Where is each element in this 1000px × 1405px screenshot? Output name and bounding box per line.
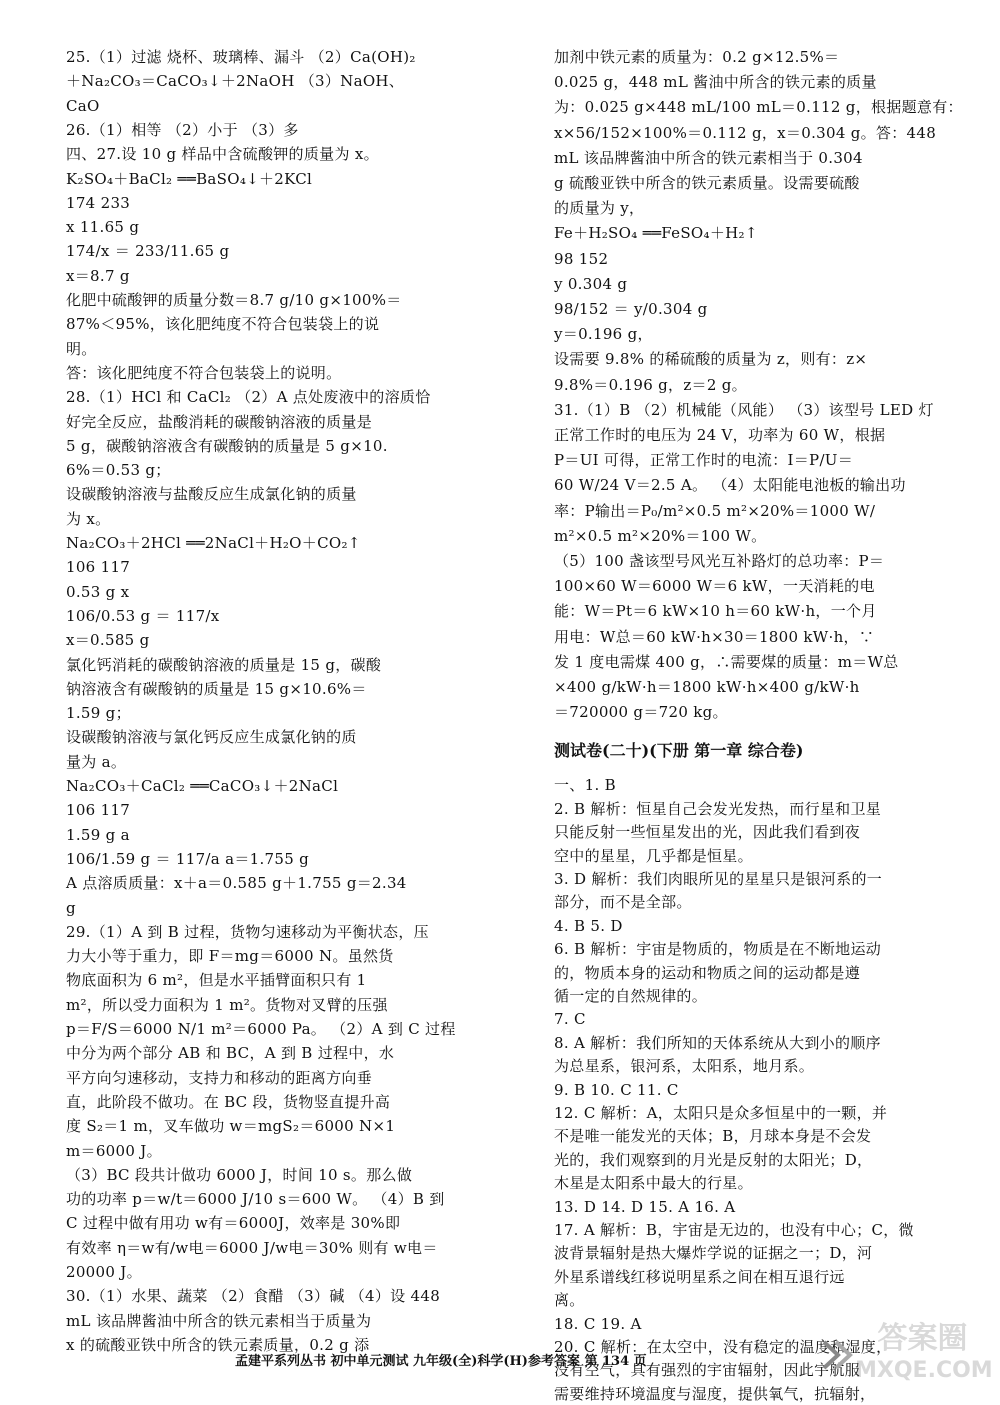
text-line: 9.8%＝0.196 g，z＝2 g。 xyxy=(554,376,747,394)
text-line: 平方向匀速移动，支持力和移动的距离方向垂 xyxy=(66,1069,373,1087)
answer-line: 波背景辐射是热大爆炸学说的证据之一；D，河 xyxy=(554,1244,873,1262)
text-line: 用电：W总＝60 kW·h×30＝1800 kW·h，∵ xyxy=(554,628,875,646)
text-line: 中分为两个部分 AB 和 BC，A 到 B 过程中，水 xyxy=(66,1044,395,1062)
page-footer: 孟建平系列丛书 初中单元测试 九年级(全)科学(H)参考答案 第 134 页 xyxy=(235,1354,647,1369)
answer-line: 需要维持环境温度与湿度，提供氧气，抗辐射， xyxy=(554,1385,876,1403)
answer-line: 13. D 14. D 15. A 16. A xyxy=(554,1198,736,1216)
text-line: 加剂中铁元素的质量为：0.2 g×12.5%＝ xyxy=(554,48,840,66)
text-line: m＝6000 J。 xyxy=(66,1142,162,1160)
answer-line: 20. C 解析：在太空中，没有稳定的温度和湿度， xyxy=(554,1338,892,1356)
text-line: 设需要 9.8% 的稀硫酸的质量为 z，则有：z× xyxy=(554,350,868,368)
answer-line: 7. C xyxy=(554,1010,586,1028)
text-line: 的质量为 y， xyxy=(554,199,645,217)
answer-line: 一、1. B xyxy=(554,776,616,794)
text-line: 60 W/24 V＝2.5 A。 （4）太阳能电池板的输出功 xyxy=(554,476,906,494)
text-line: 0.53 g x xyxy=(66,583,130,601)
text-line: ×400 g/kW·h＝1800 kW·h×400 g/kW·h xyxy=(554,678,860,696)
answer-line: 3. D 解析：我们肉眼所见的星星只是银河系的一 xyxy=(554,870,883,888)
answer-line: 为总星系，银河系，太阳系，地月系。 xyxy=(554,1057,815,1075)
text-line: x 的硫酸亚铁中所含的铁元素质量，0.2 g 添 xyxy=(66,1336,370,1354)
text-line: 87%＜95%，该化肥纯度不符合包装袋上的说 xyxy=(66,315,380,333)
text-line: 20000 J。 xyxy=(66,1263,142,1281)
text-line: 30.（1）水果、蔬菜 （2）食醋 （3）碱 （4）设 448 xyxy=(66,1287,441,1305)
text-line: P＝UI 可得，正常工作时的电流：I＝P/U＝ xyxy=(554,451,854,469)
text-line: 钠溶液含有碳酸钠的质量是 15 g×10.6%＝ xyxy=(66,680,367,698)
text-line: 31.（1）B （2）机械能（风能） （3）该型号 LED 灯 xyxy=(554,401,934,419)
answer-line: 12. C 解析：A，太阳只是众多恒星中的一颗，并 xyxy=(554,1104,888,1122)
text-line: 98 152 xyxy=(554,250,609,268)
text-line: ＋Na₂CO₃＝CaCO₃↓＋2NaOH （3）NaOH、 xyxy=(66,72,405,90)
text-line: 1.59 g a xyxy=(66,826,130,844)
answer-line: 只能反射一些恒星发出的光，因此我们看到夜 xyxy=(554,823,861,841)
text-line: CaO xyxy=(66,97,100,115)
text-line: 率：P输出＝P₀/m²×0.5 m²×20%＝1000 W/ xyxy=(554,502,876,520)
answer-line: 循一定的自然规律的。 xyxy=(554,987,708,1005)
text-line: ＝720000 g＝720 kg。 xyxy=(554,703,728,721)
text-line: 174/x ＝ 233/11.65 g xyxy=(66,242,230,260)
text-line: g 硫酸亚铁中所含的铁元素质量。设需要硫酸 xyxy=(554,174,860,192)
text-line: 106/0.53 g ＝ 117/x xyxy=(66,607,220,625)
answer-line: 6. B 解析：宇宙是物质的，物质是在不断地运动 xyxy=(554,940,882,958)
text-line: Na₂CO₃＋2HCl ══2NaCl＋H₂O＋CO₂↑ xyxy=(66,534,361,552)
text-line: y＝0.196 g， xyxy=(554,325,653,343)
answer-line: 2. B 解析：恒星自己会发光发热，而行星和卫星 xyxy=(554,800,882,818)
text-line: 正常工作时的电压为 24 V，功率为 60 W，根据 xyxy=(554,426,886,444)
answer-line: 外星系谱线红移说明星系之间在相互退行远 xyxy=(554,1268,845,1286)
text-line: 5 g，碳酸钠溶液含有碳酸钠的质量是 5 g×10. xyxy=(66,437,388,455)
answer-line: 不是唯一能发光的天体；B，月球本身是不会发 xyxy=(554,1127,872,1145)
text-line: 功的功率 p＝w/t＝6000 J/10 s＝600 W。 （4）B 到 xyxy=(66,1190,445,1208)
answer-line: 空中的星星，几乎都是恒星。 xyxy=(554,847,753,865)
text-line: 174 233 xyxy=(66,194,131,212)
text-line: x 11.65 g xyxy=(66,218,140,236)
text-line: g xyxy=(66,899,76,917)
text-line: x＝0.585 g xyxy=(66,631,150,649)
text-line: p＝F/S＝6000 N/1 m²＝6000 Pa。 （2）A 到 C 过程 xyxy=(66,1020,456,1038)
text-line: Fe＋H₂SO₄ ══FeSO₄＋H₂↑ xyxy=(554,224,758,242)
text-line: m²，所以受力面积为 1 m²。货物对叉臂的压强 xyxy=(66,996,388,1014)
text-line: 物底面积为 6 m²，但是水平插臂面积只有 1 xyxy=(66,971,367,989)
text-line: 答：该化肥纯度不符合包装袋上的说明。 xyxy=(66,364,342,382)
text-line: 98/152 ＝ y/0.304 g xyxy=(554,300,708,318)
text-line: 设碳酸钠溶液与氯化钙反应生成氯化钠的质 xyxy=(66,728,357,746)
text-line: 0.025 g，448 mL 酱油中所含的铁元素的质量 xyxy=(554,73,877,91)
text-line: 106 117 xyxy=(66,801,131,819)
text-line: 为 x。 xyxy=(66,510,111,528)
text-line: 明。 xyxy=(66,340,97,358)
text-line: 力大小等于重力，即 F＝mg＝6000 N。虽然货 xyxy=(66,947,394,965)
text-line: （3）BC 段共计做功 6000 J，时间 10 s。那么做 xyxy=(66,1166,413,1184)
answer-line: 4. B 5. D xyxy=(554,917,623,935)
answer-line: 部分，而不是全部。 xyxy=(554,893,692,911)
text-line: m²×0.5 m²×20%＝100 W。 xyxy=(554,527,767,545)
text-line: A 点溶质质量：x＋a＝0.585 g＋1.755 g＝2.34 xyxy=(66,874,407,892)
text-line: 106/1.59 g ＝ 117/a a＝1.755 g xyxy=(66,850,310,868)
text-line: 四、27.设 10 g 样品中含硫酸钾的质量为 x。 xyxy=(66,145,379,163)
text-line: 发 1 度电需煤 400 g，∴需要煤的质量：m＝W总 xyxy=(554,653,899,671)
text-line: 度 S₂＝1 m，叉车做功 w＝mgS₂＝6000 N×1 xyxy=(66,1117,396,1135)
answer-line: 18. C 19. A xyxy=(554,1315,642,1333)
answer-line: 的，物质本身的运动和物质之间的运动都是遵 xyxy=(554,964,861,982)
text-line: Na₂CO₃＋CaCl₂ ══CaCO₃↓＋2NaCl xyxy=(66,777,339,795)
text-line: 29.（1）A 到 B 过程，货物匀速移动为平衡状态，压 xyxy=(66,923,429,941)
text-line: 28.（1）HCl 和 CaCl₂ （2）A 点处废液中的溶质恰 xyxy=(66,388,431,406)
text-line: x＝8.7 g xyxy=(66,267,130,285)
text-line: C 过程中做有用功 w有＝6000J，效率是 30%即 xyxy=(66,1214,401,1232)
text-line: 化肥中硫酸钾的质量分数＝8.7 g/10 g×100%＝ xyxy=(66,291,402,309)
text-line: 25.（1）过滤 烧杯、玻璃棒、漏斗 （2）Ca(OH)₂ xyxy=(66,48,416,66)
text-line: mL 该品牌酱油中所含的铁元素相当于 0.304 xyxy=(554,149,863,167)
text-line: 量为 a。 xyxy=(66,753,127,771)
answer-line: 光的，我们观察到的月光是反射的太阳光；D， xyxy=(554,1151,873,1169)
text-line: 6%＝0.53 g； xyxy=(66,461,171,479)
text-line: （5）100 盏该型号风光互补路灯的总功率：P＝ xyxy=(554,552,885,570)
text-line: 1.59 g； xyxy=(66,704,131,722)
answer-line: 9. B 10. C 11. C xyxy=(554,1081,679,1099)
answer-line: 木星是太阳系中最大的行星。 xyxy=(554,1174,753,1192)
answer-line: 8. A 解析：我们所知的天体系统从大到小的顺序 xyxy=(554,1034,881,1052)
text-line: 直，此阶段不做功。在 BC 段，货物竖直提升高 xyxy=(66,1093,391,1111)
text-line: 106 117 xyxy=(66,558,131,576)
chevron-right-icon xyxy=(818,1338,858,1372)
text-line: 有效率 η＝w有/w电＝6000 J/w电＝30% 则有 w电＝ xyxy=(66,1239,438,1257)
text-line: 能：W＝Pt＝6 kW×10 h＝60 kW·h，一个月 xyxy=(554,602,877,620)
text-line: 26.（1）相等 （2）小于 （3）多 xyxy=(66,121,299,139)
answer-line: 没有空气，具有强烈的宇宙辐射，因此宇航服 xyxy=(554,1361,861,1379)
text-line: mL 该品牌酱油中所含的铁元素相当于质量为 xyxy=(66,1312,372,1330)
text-line: 为：0.025 g×448 mL/100 mL＝0.112 g，根据题意有： xyxy=(554,98,963,116)
text-line: 好完全反应，盐酸消耗的碳酸钠溶液的质量是 xyxy=(66,413,373,431)
text-line: 设碳酸钠溶液与盐酸反应生成氯化钠的质量 xyxy=(66,485,357,503)
text-line: x×56/152×100%＝0.112 g，x＝0.304 g。答：448 xyxy=(554,124,937,142)
answer-line: 17. A 解析：B，宇宙是无边的，也没有中心；C，微 xyxy=(554,1221,914,1239)
section-heading: 测试卷(二十)(下册 第一章 综合卷) xyxy=(554,741,804,760)
text-line: 100×60 W＝6000 W＝6 kW，一天消耗的电 xyxy=(554,577,875,595)
text-line: K₂SO₄＋BaCl₂ ══BaSO₄↓＋2KCl xyxy=(66,170,313,188)
watermark-logo: 答案圈 MXQE.COM xyxy=(855,1321,993,1383)
answer-line: 离。 xyxy=(554,1291,585,1309)
text-line: 氯化钙消耗的碳酸钠溶液的质量是 15 g，碳酸 xyxy=(66,656,382,674)
text-line: y 0.304 g xyxy=(554,275,628,293)
